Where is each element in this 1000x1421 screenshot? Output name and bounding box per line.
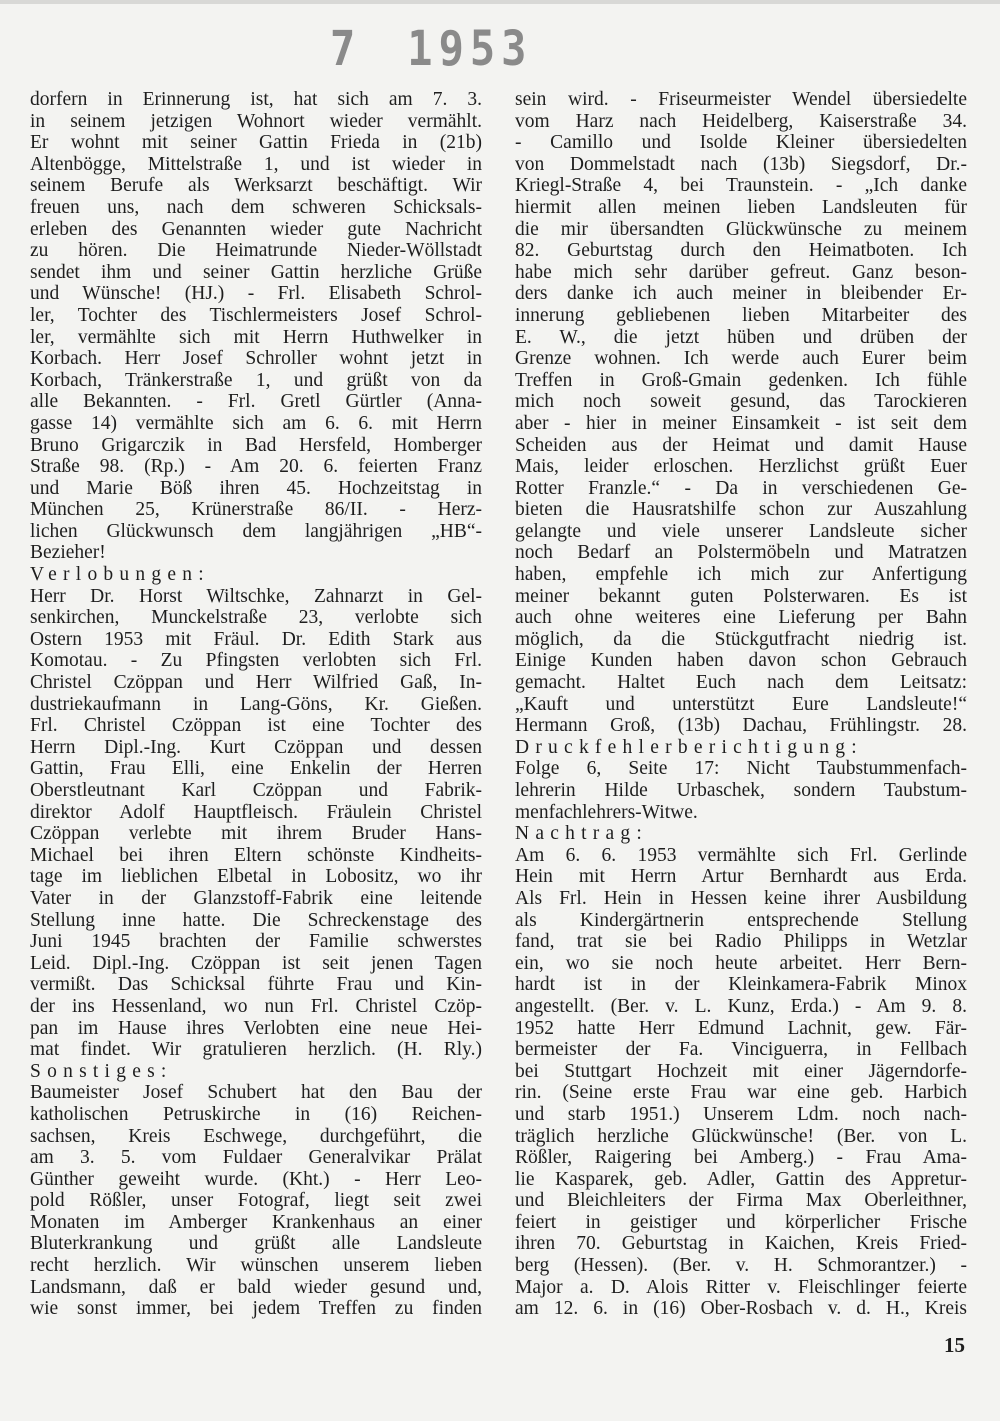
text-line: Treffen in Groß-Gmain gedenken. Ich fühle: [515, 369, 967, 391]
text-column-right: [515, 89, 967, 1320]
text-line: Bluterkrankung und grüßt alle Landsleute: [30, 1233, 482, 1255]
text-line: träglich herzliche Glückwünsche! (Ber. von L.: [515, 1125, 967, 1147]
text-line: rin. (Seine erste Frau war eine geb. Harbich: [515, 1082, 967, 1104]
text-line: E. W., die jetzt hüben und drüben der: [515, 326, 967, 348]
text-line: hardt ist in der Kleinkamera-Fabrik Minox: [515, 974, 967, 996]
text-line: Am 6. 6. 1953 vermählte sich Frl. Gerlinde: [515, 844, 967, 866]
text-line: „Kauft und unterstützt Eure Landsleute!“: [515, 693, 967, 715]
text-line: Korbach. Herr Josef Schroller wohnt jetzt in: [30, 348, 482, 370]
text-line: Michael bei ihren Eltern schönste Kindheits-: [30, 844, 482, 866]
text-line: dustriekaufmann in Lang-Göns, Kr. Gießen.: [30, 693, 482, 715]
text-line: Juni 1945 brachten der Familie schwerstes: [30, 931, 482, 953]
text-line: in seinem jetzigen Wohnort wieder vermählt.: [30, 110, 482, 132]
text-line: Straße 98. (Rp.) - Am 20. 6. feierten Franz: [30, 456, 482, 478]
text-line: am 3. 5. vom Fuldaer Generalvikar Prälat: [30, 1147, 482, 1169]
text-line: tage im lieblichen Elbetal in Lobositz, wo ihr: [30, 866, 482, 888]
text-line: bieten die Hausratshilfe schon zur Auszahlung: [515, 499, 967, 521]
text-line: Oberstleutnant Karl Czöppan und Fabrik-: [30, 780, 482, 801]
text-line: Bruno Grigarczik in Bad Hersfeld, Homberger: [30, 434, 482, 456]
text-line: Grenze wohnen. Ich werde auch Eurer beim: [515, 348, 967, 370]
text-line: München 25, Krünerstraße 86/II. - Herz-: [30, 499, 482, 521]
text-line: innerung gebliebenen lieben Mitarbeiter des: [515, 304, 967, 326]
text-line: Herrn Dipl.-Ing. Kurt Czöppan und dessen: [30, 736, 482, 758]
text-line: Leid. Dipl.-Ing. Czöppan ist seit jenen Tagen: [30, 952, 482, 974]
issue-number: 7: [330, 20, 362, 77]
text-line: ler, Tochter des Tischlermeisters Josef Schrol-: [30, 304, 482, 326]
text-line: mat findet. Wir gratulieren herzlich. (H. Rly.): [30, 1039, 482, 1061]
text-line: lehrerin Hilde Urbaschek, sondern Taubstum-: [515, 780, 967, 801]
text-line: Als Frl. Hein in Hessen keine ihrer Ausbildung: [515, 887, 967, 909]
text-line: katholischen Petruskirche in (16) Reichen-: [30, 1103, 482, 1125]
text-line: direktor Adolf Hauptfleisch. Fräulein Christel: [30, 801, 482, 823]
issue-stamp: [330, 20, 580, 76]
text-line: Hermann Groß, (13b) Dachau, Frühlingstr. 28.: [515, 715, 967, 737]
text-line: Stellung inne hatte. Die Schreckenstage des: [30, 909, 482, 931]
text-line: Gattin, Frau Elli, eine Enkelin der Herren: [30, 758, 482, 780]
text-line: noch Bedarf an Polstermöbeln und Matratzen: [515, 542, 967, 564]
text-line: und Bleichleiters der Firma Max Oberleithner,: [515, 1190, 967, 1212]
section-heading: Nachtrag:: [515, 823, 649, 845]
text-line: - Camillo und Isolde Kleiner übersiedelten: [515, 132, 967, 154]
text-line: Herr Dr. Horst Wiltschke, Zahnarzt in Gel-: [30, 585, 482, 607]
text-line: berg (Hessen). (Ber. v. H. Schmorantzer.) -: [515, 1255, 967, 1277]
text-line: senkirchen, Munckelstraße 23, verlobte sich: [30, 607, 482, 629]
text-line: mich noch soweit gesund, das Tarockieren: [515, 391, 967, 413]
text-line: dorfern in Erinnerung ist, hat sich am 7. 3.: [30, 89, 482, 110]
text-line: Frl. Christel Czöppan ist eine Tochter des: [30, 715, 482, 737]
text-line: Günther geweiht wurde. (Kht.) - Herr Leo-: [30, 1168, 482, 1190]
text-line: lie Kasparek, geb. Adler, Gattin des Appretur-: [515, 1168, 967, 1190]
text-line: pan im Hause ihres Verlobten eine neue Hei-: [30, 1017, 482, 1039]
text-line: Christel Czöppan und Herr Wilfried Gaß, In-: [30, 672, 482, 694]
text-line: ihren 70. Geburtstag in Kaichen, Kreis Fried-: [515, 1233, 967, 1255]
text-line: bermeister der Fa. Vinciguerra, in Fellbach: [515, 1039, 967, 1061]
text-line: Korbach, Tränkerstraße 1, und grüßt von da: [30, 369, 482, 391]
text-line: freuen uns, nach dem schweren Schicksals-: [30, 196, 482, 218]
text-line: ein, wo sie noch heute arbeitet. Herr Bern-: [515, 952, 967, 974]
text-line: möglich, da die Stückgutfracht niedrig ist.: [515, 628, 967, 650]
text-line: am 12. 6. in (16) Ober-Rosbach v. d. H., Kreis: [515, 1298, 967, 1320]
text-line: fand, trat sie bei Radio Philipps in Wetzlar: [515, 931, 967, 953]
text-line: lichen Glückwunsch dem langjährigen „HB“-: [30, 520, 482, 542]
text-line: 82. Geburtstag durch den Heimatboten. Ich: [515, 240, 967, 262]
text-line: wie sonst immer, bei jedem Treffen zu finden: [30, 1298, 482, 1320]
issue-year: 1953: [407, 20, 533, 77]
text-line: der ins Hessenland, wo nun Frl. Christel Czöp-: [30, 995, 482, 1017]
text-line: Bezieher!: [30, 542, 106, 564]
text-line: auch ohne weiteres eine Lieferung per Bahn: [515, 607, 967, 629]
text-line: von Dommelstadt nach (13b) Siegsdorf, Dr.-: [515, 153, 967, 175]
page-number: 15: [944, 1333, 965, 1357]
text-line: als Kindergärtnerin entsprechende Stellung: [515, 909, 967, 931]
text-line: haben, empfehle ich mich zur Anfertigung: [515, 564, 967, 586]
text-column-left: [30, 89, 482, 1320]
text-line: Kriegl-Straße 4, bei Traunstein. - „Ich danke: [515, 175, 967, 197]
text-line: Hein mit Herrn Artur Bernhardt aus Erda.: [515, 866, 967, 888]
text-line: vom Harz nach Heidelberg, Kaiserstraße 34.: [515, 110, 967, 132]
text-line: Folge 6, Seite 17: Nicht Taubstummenfach-: [515, 758, 967, 780]
text-line: feiert in geistiger und körperlicher Frische: [515, 1211, 967, 1233]
text-line: pold Rößler, unser Fotograf, liegt seit zwei: [30, 1190, 482, 1212]
text-line: Monaten im Amberger Krankenhaus an einer: [30, 1211, 482, 1233]
text-line: vermißt. Das Schicksal führte Frau und Kin-: [30, 974, 482, 996]
text-line: sachsen, Kreis Eschwege, durchgeführt, die: [30, 1125, 482, 1147]
text-line: Rößler, Raigering bei Amberg.) - Frau Ama-: [515, 1147, 967, 1169]
text-line: und Wünsche! (HJ.) - Frl. Elisabeth Schrol-: [30, 283, 482, 305]
text-line: erleben des Genannten wieder gute Nachricht: [30, 218, 482, 240]
text-line: seinem Berufe als Werksarzt beschäftigt. Wir: [30, 175, 482, 197]
text-line: und starb 1951.) Unserem Ldm. noch nach-: [515, 1103, 967, 1125]
page-top-edge: [0, 0, 1000, 4]
text-line: Ostern 1953 mit Fräul. Dr. Edith Stark aus: [30, 628, 482, 650]
text-line: Komotau. - Zu Pfingsten verlobten sich Frl.: [30, 650, 482, 672]
text-line: Baumeister Josef Schubert hat den Bau der: [30, 1082, 482, 1104]
text-line: Mais, leider erloschen. Herzlichst grüßt Euer: [515, 456, 967, 478]
text-line: aber - hier in meiner Einsamkeit - ist seit dem: [515, 412, 967, 434]
text-line: bei Stuttgart Hochzeit mit einer Jägerndorfe-: [515, 1060, 967, 1082]
text-line: Vater in der Glanzstoff-Fabrik eine leitende: [30, 887, 482, 909]
text-line: und Marie Böß ihren 45. Hochzeitstag in: [30, 477, 482, 499]
text-line: meiner bekannt guten Polsterwaren. Es ist: [515, 585, 967, 607]
text-line: Landsmann, daß er bald wieder gesund und,: [30, 1276, 482, 1298]
text-line: gasse 14) vermählte sich am 6. 6. mit Herrn: [30, 412, 482, 434]
text-line: 1952 hatte Herr Edmund Lachnit, gew. Fär-: [515, 1017, 967, 1039]
section-heading: Sonstiges:: [30, 1060, 173, 1082]
text-line: sein wird. - Friseurmeister Wendel übersiedelte: [515, 89, 967, 110]
text-line: gelangte und viele unserer Landsleute sicher: [515, 520, 967, 542]
text-line: ler, vermählte sich mit Herrn Huthwelker in: [30, 326, 482, 348]
text-line: zu hören. Die Heimatrunde Nieder-Wöllstadt: [30, 240, 482, 262]
text-line: Major a. D. Alois Ritter v. Fleischlinger feierte: [515, 1276, 967, 1298]
text-line: menfachlehrers-Witwe.: [515, 801, 698, 823]
text-line: ders danke ich auch meiner in bleibender Er-: [515, 283, 967, 305]
text-line: alle Bekannten. - Frl. Gretl Gürtler (Anna-: [30, 391, 482, 413]
text-line: habe mich sehr darüber gefreut. Ganz beson-: [515, 261, 967, 283]
text-line: sendet ihm und seiner Gattin herzliche Grüße: [30, 261, 482, 283]
section-heading: Druckfehlerberichtigung:: [515, 736, 863, 758]
text-line: Er wohnt mit seiner Gattin Frieda in (21b): [30, 132, 482, 154]
text-line: Rotter Franzle.“ - Da in verschiedenen Ge-: [515, 477, 967, 499]
text-line: die mir übersandten Glückwünsche zu meinem: [515, 218, 967, 240]
text-line: hiermit allen meinen lieben Landsleuten für: [515, 196, 967, 218]
text-line: Einige Kunden haben davon schon Gebrauch: [515, 650, 967, 672]
text-line: Altenbögge, Mittelstraße 1, und ist wieder in: [30, 153, 482, 175]
text-line: gemacht. Haltet Euch nach dem Leitsatz:: [515, 672, 967, 694]
text-line: Scheiden aus der Heimat und damit Hause: [515, 434, 967, 456]
text-line: Czöppan verlebte mit ihrem Bruder Hans-: [30, 823, 482, 845]
text-line: angestellt. (Ber. v. L. Kunz, Erda.) - Am 9. 8.: [515, 995, 967, 1017]
section-heading: Verlobungen:: [30, 564, 210, 586]
text-line: recht herzlich. Wir wünschen unserem lieben: [30, 1255, 482, 1277]
